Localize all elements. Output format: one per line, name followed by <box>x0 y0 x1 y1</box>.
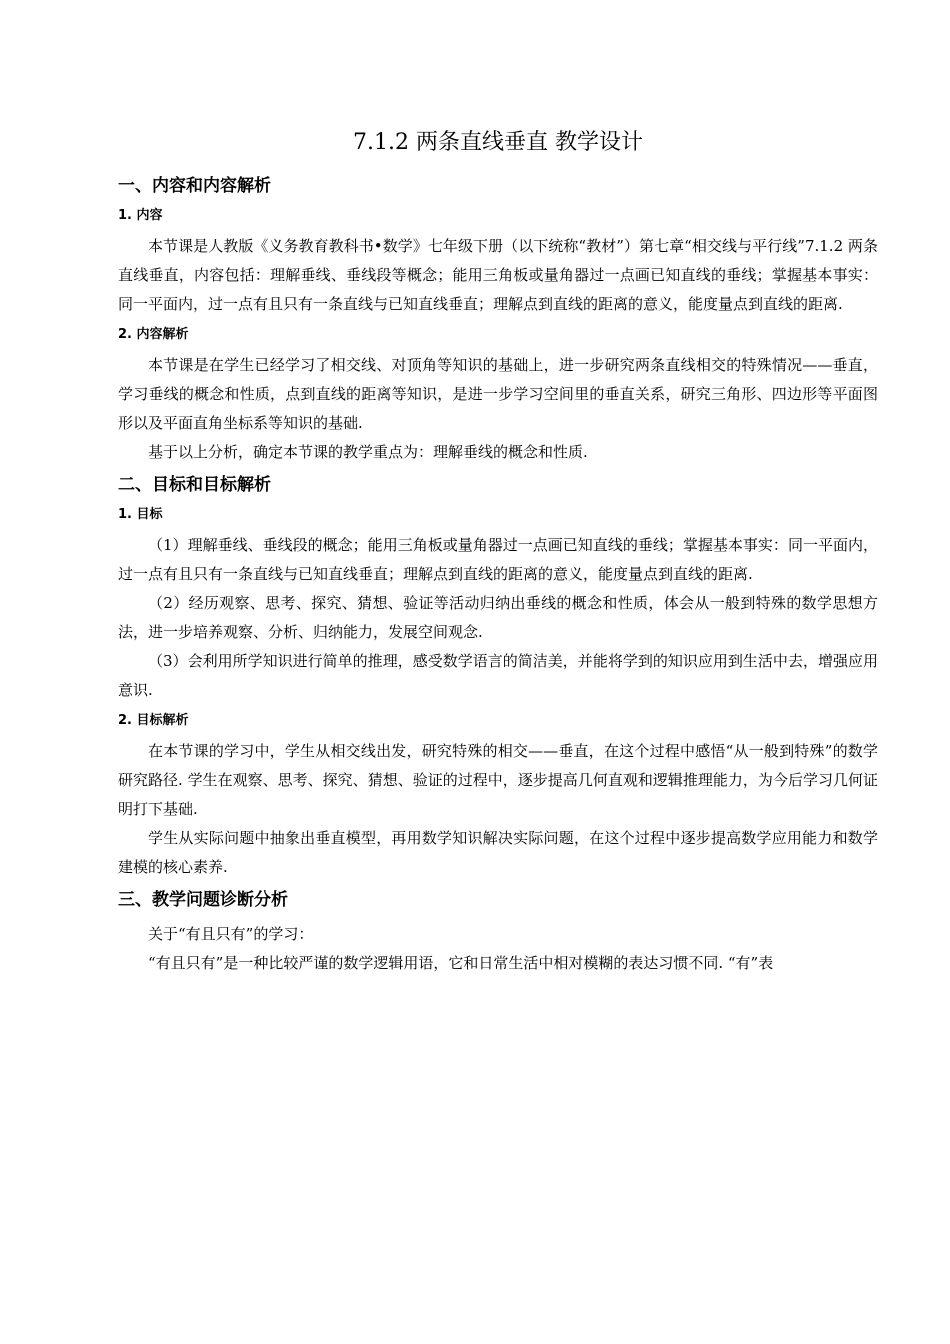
subheading-goals: 1. 目标 <box>118 507 163 522</box>
paragraph-goal-3: （3）会利用所学知识进行简单的推理，感受数学语言的简洁美，并能将学到的知识应用到生活中去，增强应用意识. <box>118 652 878 699</box>
section-heading-diagnosis: 三、教学问题诊断分析 <box>118 890 288 910</box>
subheading-goal-analysis: 2. 目标解析 <box>118 713 189 728</box>
section-heading-goals: 二、目标和目标解析 <box>118 475 271 495</box>
document-title: 7.1.2 两条直线垂直 教学设计 <box>353 130 643 155</box>
paragraph-goal-1: （1）理解垂线、垂线段的概念；能用三角板或量角器过一点画已知直线的垂线；掌握基本事实：同一平面内，过一点有且只有一条直线与已知直线垂直；理解点到直线的距离的意义，能度量点到直线的距离. <box>118 536 878 583</box>
subheading-content-analysis: 2. 内容解析 <box>118 327 189 342</box>
paragraph-goal-analysis-2: 学生从实际问题中抽象出垂直模型，再用数学知识解决实际问题，在这个过程中逐步提高数学应用能力和数学建模的核心素养. <box>118 829 878 876</box>
paragraph-diagnosis-text: “有且只有”是一种比较严谨的数学逻辑用语，它和日常生活中相对模糊的表达习惯不同. “有”表 <box>148 954 774 972</box>
paragraph-content-description: 本节课是人教版《义务教育教科书•数学》七年级下册（以下统称“教材”）第七章“相交线与平行线”7.1.2 两条直线垂直，内容包括：理解垂线、垂线段等概念；能用三角板或量角器过一点画已知直线的垂线；掌握基本事实：同一平面内，过一点有且只有一条直线与已知直线垂直；理解点到直线的距离的意义，能度量点到直线的距离. <box>118 237 878 313</box>
paragraph-diagnosis-intro: 关于“有且只有”的学习： <box>148 925 314 943</box>
section-heading-content: 一、内容和内容解析 <box>118 176 271 196</box>
paragraph-content-analysis: 本节课是在学生已经学习了相交线、对顶角等知识的基础上，进一步研究两条直线相交的特殊情况——垂直，学习垂线的概念和性质，点到直线的距离等知识，是进一步学习空间里的垂直关系，研究三角形、四边形等平面图形以及平面直角坐标系等知识的基础. <box>118 356 878 432</box>
document-page <box>118 128 878 978</box>
paragraph-goal-analysis-1: 在本节课的学习中，学生从相交线出发，研究特殊的相交——垂直，在这个过程中感悟“从一般到特殊”的数学研究路径. 学生在观察、思考、探究、猜想、验证的过程中，逐步提高几何直观和逻辑推理能力，为今后学习几何证明打下基础. <box>118 742 878 818</box>
paragraph-teaching-focus: 基于以上分析，确定本节课的教学重点为：理解垂线的概念和性质. <box>148 443 588 461</box>
paragraph-goal-2: （2）经历观察、思考、探究、猜想、验证等活动归纳出垂线的概念和性质，体会从一般到特殊的数学思想方法，进一步培养观察、分析、归纳能力，发展空间观念. <box>118 594 878 641</box>
subheading-content: 1. 内容 <box>118 208 163 223</box>
